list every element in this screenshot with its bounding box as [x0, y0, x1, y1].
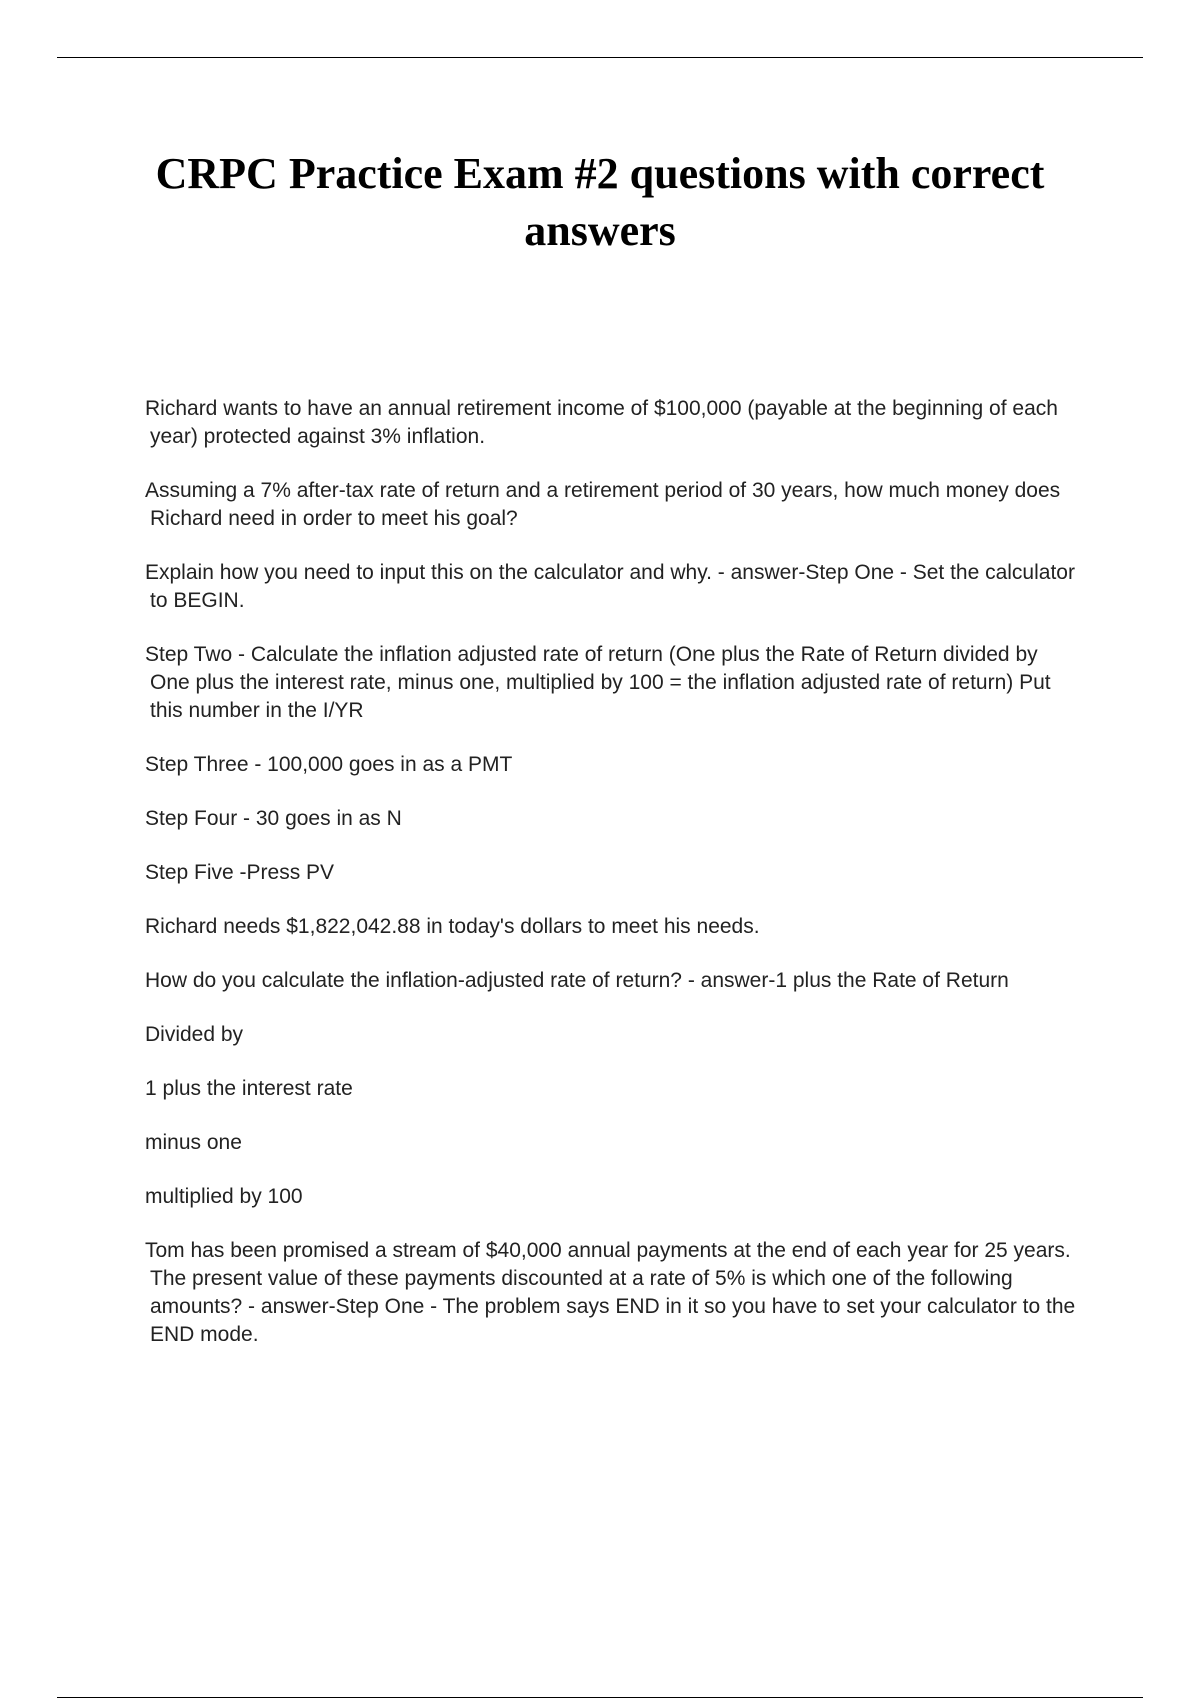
- paragraph-minus-one: minus one: [145, 1131, 242, 1154]
- document-body: [145, 395, 1080, 1375]
- paragraph-question-2: How do you calculate the inflation-adjusted rate of return? - answer-1 plus the Rate of Return: [145, 969, 1009, 992]
- bottom-divider: [57, 1697, 1143, 1698]
- paragraph-step-five: Step Five -Press PV: [145, 861, 335, 884]
- paragraph-result: Richard needs $1,822,042.88 in today's dollars to meet his needs.: [145, 915, 760, 938]
- paragraph-step-two: Step Two - Calculate the inflation adjusted rate of return (One plus the Rate of Return divided by One plus the interest rate, minus one, multiplied by 100 = the inflation adjusted rate of return) Put this number in the I/YR: [145, 643, 1051, 722]
- paragraph-step-three: Step Three - 100,000 goes in as a PMT: [145, 753, 513, 776]
- paragraph-question-1-intro: Richard wants to have an annual retirement income of $100,000 (payable at the beginning of each year) protected against 3% inflation.: [145, 397, 1058, 448]
- paragraph-divided-by: Divided by: [145, 1023, 244, 1046]
- paragraph-multiplied: multiplied by 100: [145, 1185, 303, 1208]
- paragraph-question-1-answer-step-one: Explain how you need to input this on the calculator and why. - answer-Step One - Set the calculator to BEGIN.: [145, 561, 1075, 612]
- top-divider: [57, 57, 1143, 58]
- paragraph-question-1-assumptions: Assuming a 7% after-tax rate of return and a retirement period of 30 years, how much money does Richard need in order to meet his goal?: [145, 479, 1061, 530]
- paragraph-question-3: Tom has been promised a stream of $40,000 annual payments at the end of each year for 25 years. The present value of these payments discounted at a rate of 5% is which one of the following amounts? - answer-Step One - The problem says END in it so you have to set your calculator to the END mode.: [145, 1239, 1076, 1346]
- paragraph-step-four: Step Four - 30 goes in as N: [145, 807, 402, 830]
- paragraph-interest-rate: 1 plus the interest rate: [145, 1077, 353, 1100]
- page-title: CRPC Practice Exam #2 questions with correct answers: [155, 149, 1045, 255]
